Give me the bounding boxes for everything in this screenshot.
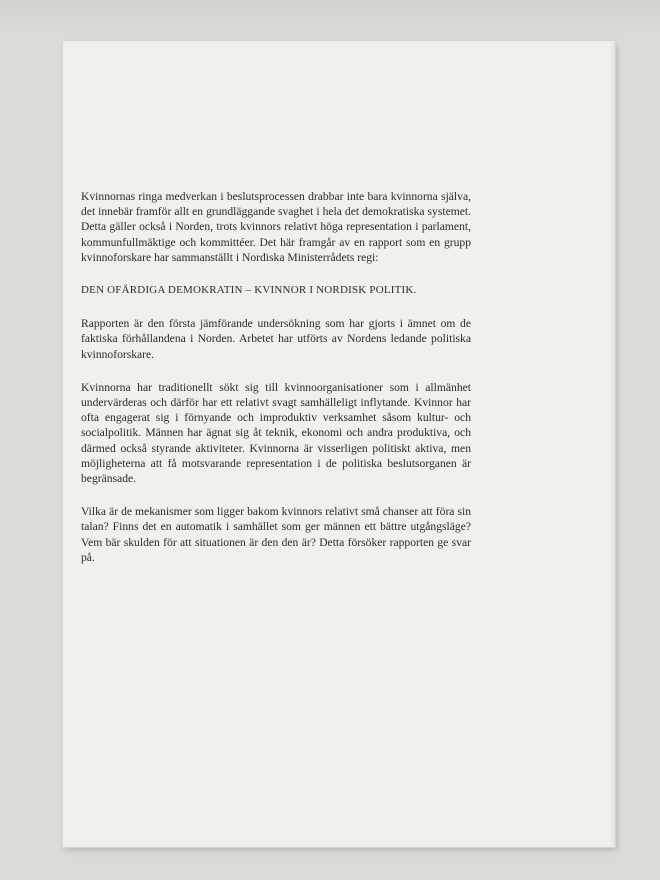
blurb-paragraph-questions: Vilka är de mekanismer som ligger bakom kvinnors relativt små chanser att föra sin talan? Finns det en automatik i samhället som ger männen ett bättre utgångsläge? Vem bär skulden för att situationen är den den är? Detta försöker rapporten ge svar på. <box>81 505 471 564</box>
book-back-cover <box>63 41 615 847</box>
backdrop <box>0 0 660 40</box>
blurb-text <box>81 189 471 583</box>
blurb-paragraph-intro: Kvinnornas ringa medverkan i beslutsprocessen drabbar inte bara kvinnorna själva, det innebär framför allt en grundläggande svaghet i hela det demokratiska systemet. Detta gäller också i Norden, trots kvinnors relativt höga representation i parlament, kommunfullmäktige och kommittéer. Det här framgår av en rapport som en grupp kvinnoforskare har sammanställt i Nordiska Ministerrådets regi: <box>81 190 471 264</box>
report-title: DEN OFÄRDIGA DEMOKRATIN – KVINNOR I NORDISK POLITIK. <box>81 284 417 297</box>
blurb-paragraph-background: Kvinnorna har traditionellt sökt sig till kvinnoorganisationer som i allmänhet undervärderas och därför har ett relativt svagt samhälleligt inflytande. Kvinnor har ofta engagerat sig i förnyande och improduktiv verksamhet såsom kultur- och socialpolitik. Männen har ägnat sig åt teknik, ekonomi och andra produktiva, och därmed också styrande aktiviteter. Kvinnorna är visserligen politiskt aktiva, men möjligheterna att få motsvarande representation i de politiska beslutsorganen är begränsade. <box>81 380 471 486</box>
blurb-paragraph-report: Rapporten är den första jämförande undersökning som har gjorts i ämnet om de faktiska förhållandena i Norden. Arbetet har utförts av Nordens ledande politiska kvinnoforskare. <box>81 317 471 361</box>
